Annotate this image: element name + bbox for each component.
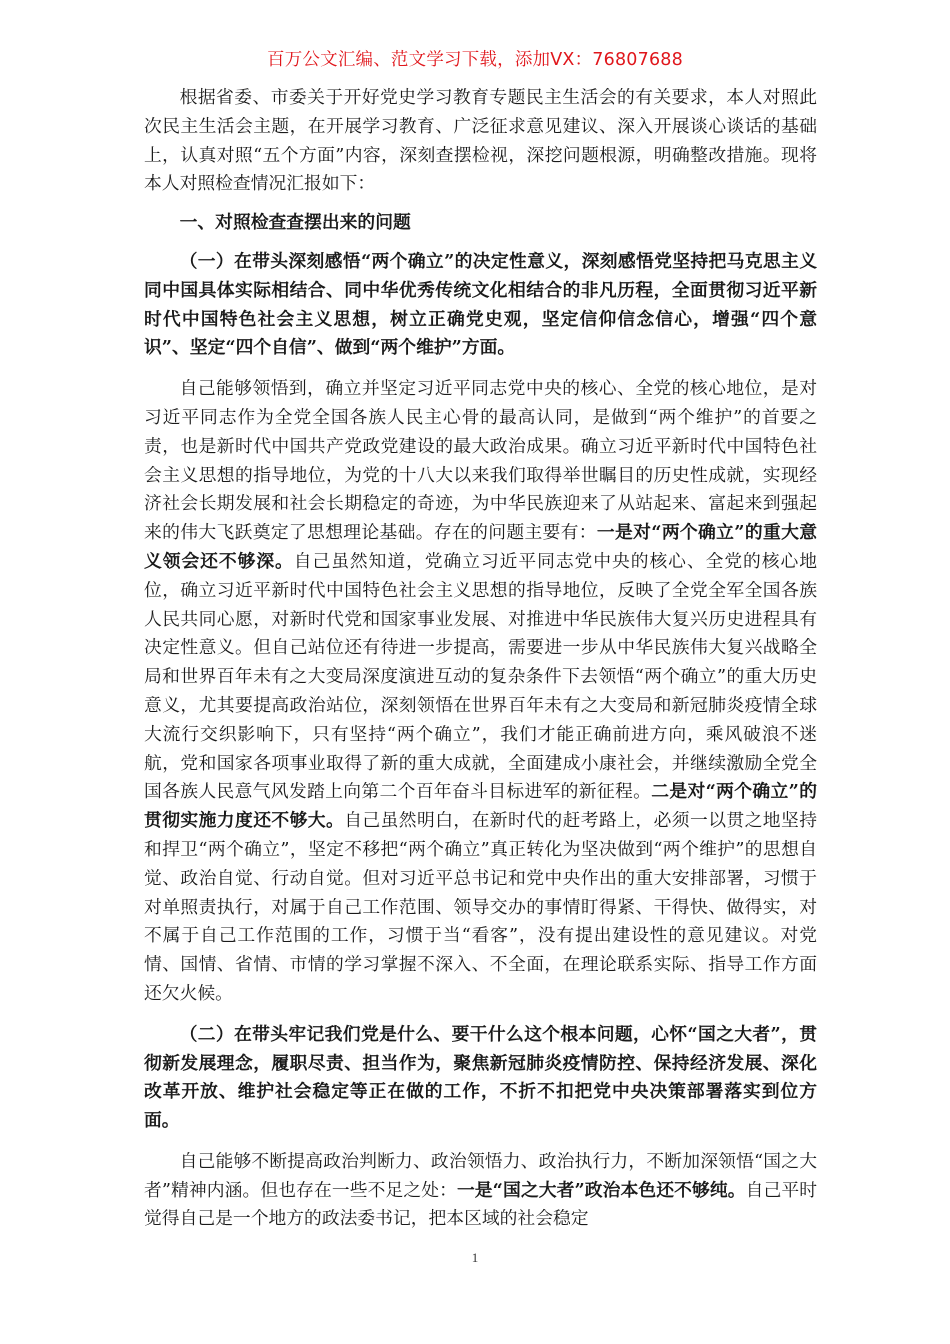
intro-paragraph: 根据省委、市委关于开好党史学习教育专题民主生活会的有关要求，本人对照此次民主生活会主题，在开展学习教育、广泛征求意见建议、深入开展谈心谈话的基础上，认真对照“五个方面”内容，深刻查摆检视，深挖问题根源，明确整改措施。现将本人对照检查情况汇报如下： xyxy=(144,87,817,195)
document-body xyxy=(144,84,817,1234)
body-paragraph-1 xyxy=(144,375,817,1009)
paragraph-text: 自己平时觉得自己是一个地方的政法委书记，把本区域的社会稳定 xyxy=(144,1179,817,1230)
paragraph-text: 自己虽然明白，在新时代的赶考路上，必须一以贯之地坚持和捍卫“两个确立”，坚定不移把“两个确立”真正转化为坚决做到“两个维护”的思想自觉、政治自觉、行动自觉。但对习近平总书记和党中央作出的重大安排部署，习惯于对单照责执行，对属于自己工作范围、领导交办的事情盯得紧、干得快、做得实，对不属于自己工作范围的工作，习惯于当“看客”，没有提出建设性的意见建议。对党情、国情、省情、市情的学习掌握不深入、不全面，在理论联系实际、指导工作方面还欠火候。 xyxy=(144,810,817,1004)
point-two-bold: 二是对“两个确立”的贯彻实施力度还不够大。 xyxy=(144,781,817,832)
subsection-heading-1: （一）在带头深刻感悟“两个确立”的决定性意义，深刻感悟党坚持把马克思主义同中国具体实际相结合、同中华优秀传统文化相结合的非凡历程，全面贯彻习近平新时代中国特色社会主义思想，树立正确党史观，坚定信仰信念信心，增强“四个意识”、坚定“四个自信”、做到“两个维护”方面。 xyxy=(144,250,817,359)
paragraph-text: 自己能够领悟到，确立并坚定习近平同志党中央的核心、全党的核心地位，是对习近平同志作为全党全国各族人民主心骨的最高认同，是做到“两个维护”的首要之责，也是新时代中国共产党政党建设的最大政治成果。确立习近平新时代中国特色社会主义思想的指导地位，为党的十八大以来我们取得举世瞩目的历史性成就，实现经济社会长期发展和社会长期稳定的奇迹，为中华民族迎来了从站起来、富起来到强起来的伟大飞跃奠定了思想理论基础。存在的问题主要有： xyxy=(144,378,817,544)
page-number: 1 xyxy=(471,1250,479,1265)
paragraph-text: 自己能够不断提高政治判断力、政治领悟力、政治执行力，不断加深领悟“国之大者”精神内涵。但也存在一些不足之处： xyxy=(144,1150,817,1201)
section-heading: 一、对照检查查摆出来的问题 xyxy=(179,212,411,234)
download-banner: 百万公文汇编、范文学习下载，添加VX：76807688 xyxy=(267,50,683,70)
paragraph-text: 自己虽然知道，党确立习近平同志党中央的核心、全党的核心地位，确立习近平新时代中国特色社会主义思想的指导地位，反映了全党全军全国各族人民共同心愿，对新时代党和国家事业发展、对推进中华民族伟大复兴历史进程具有决定性意义。但自己站位还有待进一步提高，需要进一步从中华民族伟大复兴战略全局和世界百年未有之大变局深度演进互动的复杂条件下去领悟“两个确立”的重大历史意义，尤其要提高政治站位，深刻领悟在世界百年未有之大变局和新冠肺炎疫情全球大流行交织影响下，只有坚持“两个确立”，我们才能正确前进方向，乘风破浪不迷航，党和国家各项事业取得了新的重大成就，全面建成小康社会，并继续激励全党全国各族人民意气风发踏上向第二个百年奋斗目标进军的新征程。 xyxy=(144,550,817,803)
point-one-bold: 一是“国之大者”政治本色还不够纯。 xyxy=(456,1179,746,1201)
subsection-heading-2: （二）在带头牢记我们党是什么、要干什么这个根本问题，心怀“国之大者”，贯彻新发展理念，履职尽责、担当作为，聚焦新冠肺炎疫情防控、保持经济发展、深化改革开放、维护社会稳定等正在做的工作，不折不扣把党中央决策部署落实到位方面。 xyxy=(144,1023,817,1132)
body-paragraph-2 xyxy=(144,1148,817,1234)
point-one-bold: 一是对“两个确立”的重大意义领会还不够深。 xyxy=(144,522,817,572)
